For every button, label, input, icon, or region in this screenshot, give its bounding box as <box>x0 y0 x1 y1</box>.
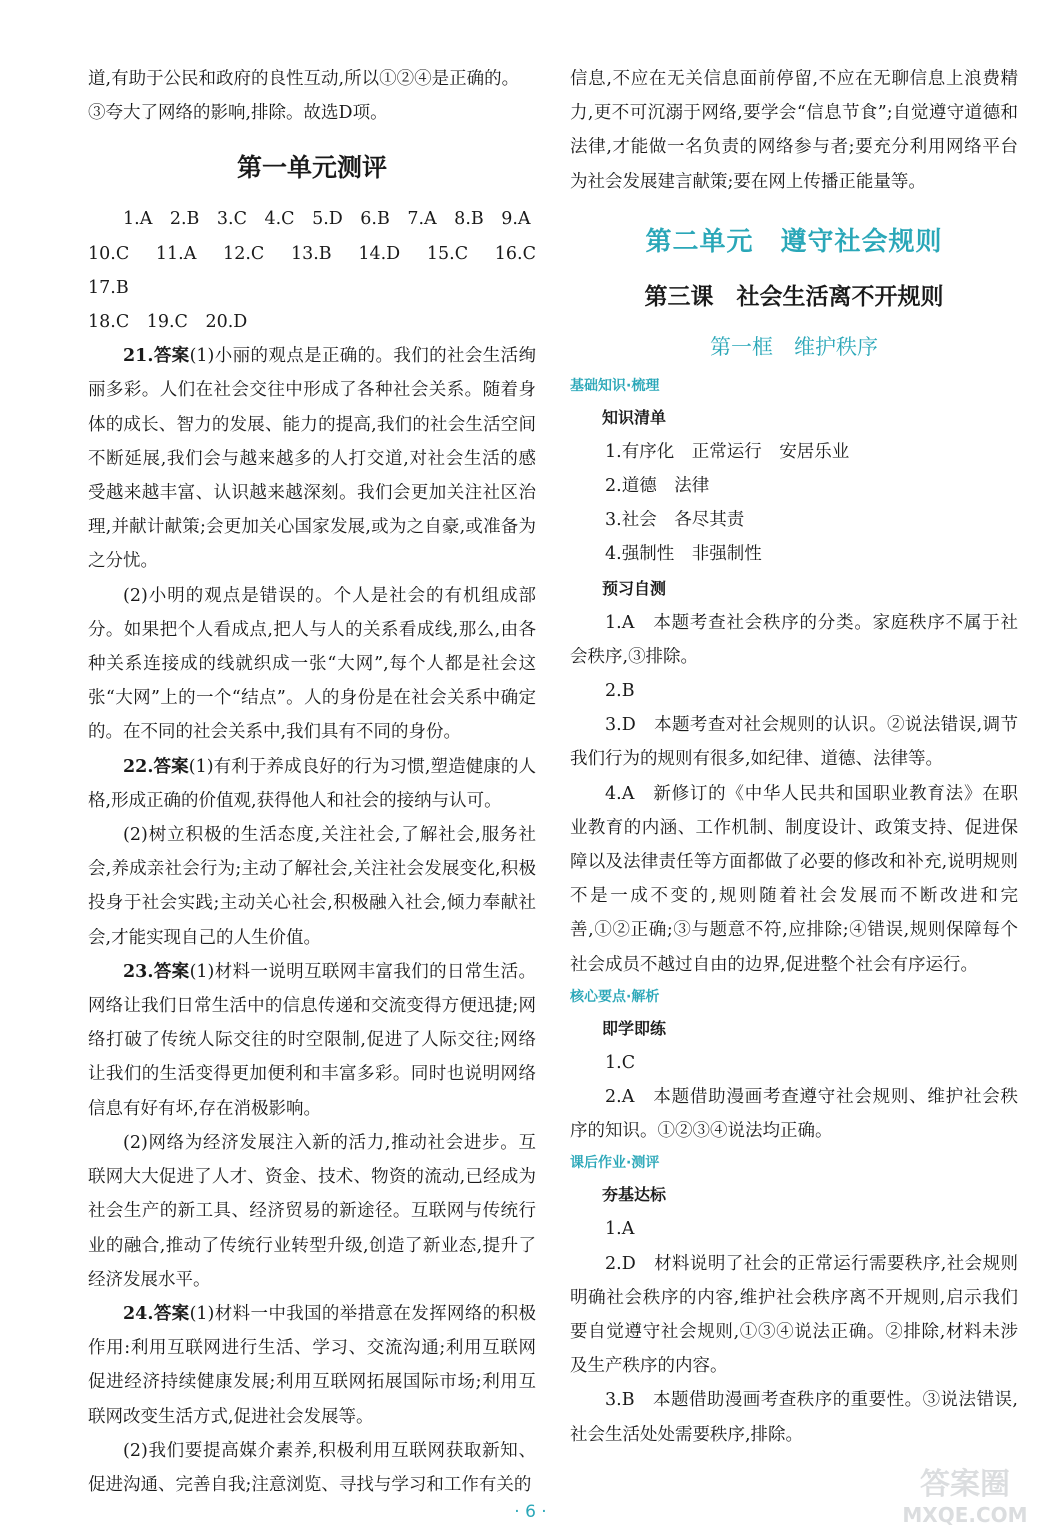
lesson-title: 第三课 社会生活离不开规则 <box>644 283 944 310</box>
preview-answer: 2.B <box>605 681 635 702</box>
practice-answer: 2.A 本题借助漫画考查遵守社会规则、维护社会秩序的知识。①②③④说法均正确。 <box>570 1087 1018 1142</box>
q23-label: 23.答案 <box>123 961 190 982</box>
subheading-practice: 即学即练 <box>602 1018 667 1038</box>
q21-paragraph-2: (2)小明的观点是错误的。个人是社会的有机组成部分。如果把个人看成点,把人与人的关系看成线,那么,由各种关系连接成的线就织成一张“大网”,每个人都是社会这张“大网”上的一个“结点”。人的身份是在社会关系中确定的。在不同的社会关系中,我们具有不同的身份。 <box>88 585 536 743</box>
section-tag-basics: 基础知识·梳理 <box>570 377 660 394</box>
preview-answer: 1.A 本题考查社会秩序的分类。家庭秩序不属于社会秩序,③排除。 <box>570 612 1018 667</box>
page-number: · 6 · <box>514 1502 547 1522</box>
knowledge-item: 2.道德 法律 <box>605 476 710 497</box>
subheading-basic: 夯基达标 <box>602 1185 667 1205</box>
q21-paragraph <box>88 339 536 578</box>
q22-paragraph <box>88 750 536 818</box>
q21-label: 21.答案 <box>123 346 190 367</box>
q23-text: (1)材料一说明互联网丰富我们的日常生活。网络让我们日常生活中的信息传递和交流变得方便迅捷;网络打破了传统人际交往的时空限制,促进了人际交往;网络让我们的生活变得更加便利和丰富多彩。同时也说明网络信息有好有坏,存在消极影响。 <box>88 961 536 1119</box>
answer-row: 1.A 2.B 3.C 4.C 5.D 6.B 7.A 8.B 9.A <box>123 209 531 230</box>
subheading-preview: 预习自测 <box>602 578 667 598</box>
q24-label: 24.答案 <box>123 1303 190 1324</box>
answer-row: 10.C 11.A 12.C 13.B 14.D 15.C 16.C 17.B <box>88 243 554 298</box>
practice-answer: 1.C <box>605 1052 636 1073</box>
q24-text: (1)材料一中我国的举措意在发挥网络的积极作用:利用互联网进行生活、学习、交流沟通;利用互联网促进经济持续健康发展;利用互联网拓展国际市场;利用互联网改变生活方式,促进社会发展等。 <box>88 1303 536 1427</box>
knowledge-item: 1.有序化 正常运行 安居乐业 <box>605 441 850 462</box>
left-column <box>88 62 554 1502</box>
q22-text: (1)有利于养成良好的行为习惯,塑造健康的人格,形成正确的价值观,获得他人和社会的接纳与认可。 <box>88 756 536 811</box>
q22-paragraph-2: (2)树立积极的生活态度,关注社会,了解社会,服务社会,养成亲社会行为;主动了解社会,关注社会发展变化,积极投身于社会实践;主动关心社会,积极融入社会,倾力奉献社会,才能实现自己的人生价值。 <box>88 825 536 948</box>
section-tag-homework: 课后作业·测评 <box>570 1155 660 1172</box>
q22-label: 22.答案 <box>123 756 189 777</box>
homework-answer: 3.B 本题借助漫画考查秩序的重要性。③说法错误,社会生活处处需要秩序,排除。 <box>570 1390 1018 1445</box>
text-paragraph: 信息,不应在无关信息面前停留,不应在无聊信息上浪费精力,更不可沉溺于网络,要学会“信息节食”;自觉遵守道德和法律,才能做一名负责的网络参与者;要充分利用网络平台为社会发展建言献策;要在网上传播正能量等。 <box>570 69 1018 192</box>
section-tag-core: 核心要点·解析 <box>570 988 660 1005</box>
homework-answer: 2.D 材料说明了社会的正常运行需要秩序,社会规则明确社会秩序的内容,维护社会秩序离不开规则,启示我们要自觉遵守社会规则,①③④说法正确。②排除,材料未涉及生产秩序的内容。 <box>570 1253 1018 1377</box>
text-line: 道,有助于公民和政府的良性互动,所以①②④是正确的。 <box>88 69 520 89</box>
homework-answer: 1.A <box>605 1219 635 1240</box>
q23-paragraph <box>88 955 536 1126</box>
q21-text: (1)小丽的观点是正确的。我们的社会生活绚丽多彩。人们在社会交往中形成了各种社会关系。随着身体的成长、智力的发展、能力的提高,我们的社会生活空间不断延展,我们会与越来越多的人打交道,对社会生活的感受越来越丰富、认识越来越深刻。我们会更加关注社区治理,并献计献策;会更加关心国家发展,或为之自豪,或准备为之分忧。 <box>88 346 536 572</box>
frame-title: 第一框 维护秩序 <box>710 334 878 359</box>
knowledge-item: 3.社会 各尽其责 <box>605 510 745 531</box>
unit-title: 第二单元 遵守社会规则 <box>645 226 943 257</box>
svg-text:答案圈: 答案圈 <box>920 1467 1010 1502</box>
q23-paragraph-2: (2)网络为经济发展注入新的活力,推动社会进步。互联网大大促进了人才、资金、技术、物资的流动,已经成为社会生产的新工具、经济贸易的新途径。互联网与传统行业的融合,推动了传统行业转型升级,创造了新业态,提升了经济发展水平。 <box>88 1132 536 1290</box>
svg-text:MXQE.COM: MXQE.COM <box>902 1503 1028 1527</box>
unit-test-title: 第一单元测评 <box>236 153 387 183</box>
text-line: ③夸大了网络的影响,排除。故选D项。 <box>88 103 388 124</box>
answer-row: 18.C 19.C 20.D <box>88 312 248 333</box>
right-column <box>570 62 1018 1452</box>
q24-paragraph-2: (2)我们要提高媒介素养,积极利用互联网获取新知、促进沟通、完善自我;注意浏览、寻找与学习和工作有关的 <box>88 1440 536 1495</box>
watermark-logo <box>880 1460 1050 1530</box>
q24-paragraph <box>88 1297 536 1434</box>
preview-answer: 4.A 新修订的《中华人民共和国职业教育法》在职业教育的内涵、工作机制、制度设计、政策支持、促进保障以及法律责任等方面都做了必要的修改和补充,说明规则不是一成不变的,规则随着社会发展而不断改进和完善,①②正确;③与题意不符,应排除;④错误,规则保障每个社会成员不越过自由的边界,促进整个社会有序运行。 <box>570 783 1018 975</box>
subheading-knowledge: 知识清单 <box>602 407 667 427</box>
preview-answer: 3.D 本题考查对社会规则的认识。②说法错误,调节我们行为的规则有很多,如纪律、道德、法律等。 <box>570 715 1018 770</box>
knowledge-item: 4.强制性 非强制性 <box>605 544 762 565</box>
